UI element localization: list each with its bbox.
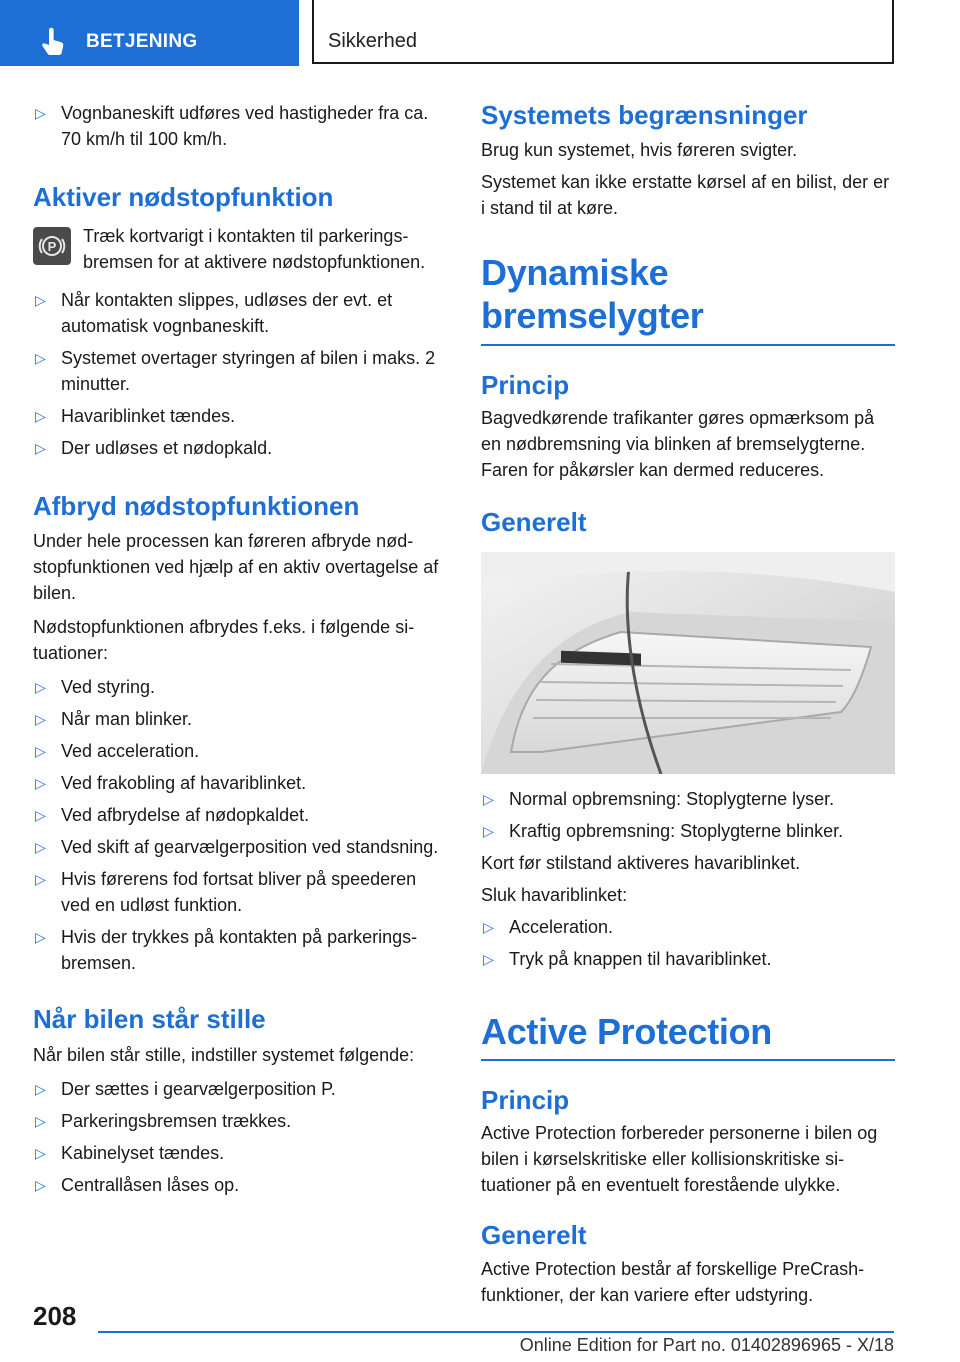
paragraph: Kort før stilstand aktiveres havariblinket. bbox=[481, 852, 801, 873]
chapter-tab[interactable] bbox=[0, 0, 299, 66]
section-tab-label: Sikkerhed bbox=[328, 30, 417, 52]
triangle-bullet-icon: ▷ bbox=[35, 1144, 46, 1161]
list-item: ▷ Hvis førerens fod fortsat bliver på speederen ved en udløst funktion. bbox=[33, 866, 447, 918]
paragraph: Bagvedkørende trafikanter gøres opmærksom på en nødbremsning via blinken af bremselygterne. Faren for påkørsler kan dermed reduceres. bbox=[481, 407, 875, 480]
page-header bbox=[0, 0, 960, 66]
footer-divider bbox=[98, 1331, 894, 1333]
chapter-title-block bbox=[481, 1010, 895, 1061]
list-item: ▷ Centrallåsen låses op. bbox=[33, 1172, 447, 1198]
triangle-bullet-icon: ▷ bbox=[483, 822, 494, 839]
cancel-list bbox=[33, 674, 447, 976]
triangle-bullet-icon: ▷ bbox=[35, 292, 46, 309]
section-tab bbox=[312, 0, 894, 64]
triangle-bullet-icon: ▷ bbox=[35, 440, 46, 457]
list-item: ▷ Når kontakten slippes, udløses der evt. et automatisk vognbaneskift. bbox=[33, 287, 447, 339]
paragraph: Active Protection forbereder personerne i bilen og bilen i kørselskritiske eller kollisionskritiske situationer på en eventuelt forestående ulykke. bbox=[481, 1123, 878, 1196]
list-item: ▷ Parkeringsbremsen trækkes. bbox=[33, 1108, 447, 1134]
intro-list bbox=[33, 100, 447, 152]
triangle-bullet-icon: ▷ bbox=[35, 871, 46, 888]
list-item: ▷ Kabinelyset tændes. bbox=[33, 1140, 447, 1166]
list-item: ▷ Der sættes i gearvælgerposition P. bbox=[33, 1076, 447, 1102]
stopped-list bbox=[33, 1076, 447, 1198]
paragraph: Brug kun systemet, hvis føreren svigter. bbox=[481, 140, 798, 161]
triangle-bullet-icon: ▷ bbox=[35, 1176, 46, 1193]
list-item: ▷ Når man blinker. bbox=[33, 706, 447, 732]
triangle-bullet-icon: ▷ bbox=[35, 807, 46, 824]
list-item: ▷ Ved frakobling af havariblinket. bbox=[33, 770, 447, 796]
section-heading: Generelt bbox=[481, 506, 587, 537]
paragraph: Under hele processen kan føreren afbryde nødstopfunktionen ved hjælp af en aktiv overtagelse af bilen. bbox=[33, 531, 439, 604]
chapter-tab-label: BETJENING bbox=[86, 31, 198, 52]
list-item: ▷ Ved skift af gearvælgerposition ved standsning. bbox=[33, 834, 447, 860]
triangle-bullet-icon: ▷ bbox=[483, 790, 494, 807]
paragraph: Når bilen står stille, indstiller systemet følgende: bbox=[33, 1044, 415, 1065]
triangle-bullet-icon: ▷ bbox=[35, 679, 46, 696]
triangle-bullet-icon: ▷ bbox=[35, 1080, 46, 1097]
paragraph: Systemet kan ikke erstatte kørsel af en bilist, der er i stand til at køre. bbox=[481, 172, 890, 219]
page-footer bbox=[0, 1295, 960, 1362]
brake-list bbox=[481, 786, 895, 844]
parking-brake-icon bbox=[33, 227, 71, 265]
list-item: ▷ Tryk på knappen til havariblinket. bbox=[481, 946, 895, 972]
list-item: ▷ Ved styring. bbox=[33, 674, 447, 700]
list-item: ▷ Havariblinket tændes. bbox=[33, 403, 447, 429]
hand-pointer-icon bbox=[38, 27, 68, 57]
page-number: 208 bbox=[33, 1301, 77, 1331]
left-column bbox=[33, 100, 447, 1198]
triangle-bullet-icon: ▷ bbox=[483, 918, 494, 935]
list-item: ▷ Der udløses et nødopkald. bbox=[33, 435, 447, 461]
triangle-bullet-icon: ▷ bbox=[35, 839, 46, 856]
triangle-bullet-icon: ▷ bbox=[35, 105, 46, 121]
list-item: ▷ Hvis der trykkes på kontakten på parkeringsbremsen. bbox=[33, 924, 447, 976]
list-item: ▷ Normal opbremsning: Stoplygterne lyser. bbox=[481, 786, 895, 812]
triangle-bullet-icon: ▷ bbox=[35, 711, 46, 728]
paragraph: Active Protection består af forskellige PreCrash-funktioner, der kan variere efter udstyring. bbox=[481, 1258, 865, 1305]
triangle-bullet-icon: ▷ bbox=[35, 1112, 46, 1129]
section-heading: Når bilen står stille bbox=[33, 1004, 266, 1035]
chapter-title-block bbox=[481, 251, 895, 345]
triangle-bullet-icon: ▷ bbox=[35, 408, 46, 425]
section-heading: Princip bbox=[481, 1085, 570, 1116]
chapter-title: Active Protection bbox=[481, 1010, 772, 1052]
edition-text: Online Edition for Part no. 01402896965 - X/18 bbox=[519, 1335, 894, 1355]
section-heading: Generelt bbox=[481, 1220, 587, 1251]
paragraph: Nødstopfunktionen afbrydes f.eks. i følgende situationer: bbox=[33, 617, 415, 664]
paragraph: Sluk havariblinket: bbox=[481, 884, 628, 905]
brake-light-illustration bbox=[481, 552, 895, 774]
section-heading: Aktiver nødstopfunktion bbox=[33, 182, 334, 212]
note-block bbox=[33, 223, 447, 275]
triangle-bullet-icon: ▷ bbox=[35, 929, 46, 946]
list-item: ▷ Systemet overtager styringen af bilen i maks. 2 minutter. bbox=[33, 345, 447, 397]
note-text: Træk kortvarigt i kontakten til parkeringsbremsen for at aktivere nødstopfunktionen. bbox=[83, 226, 426, 273]
hazard-off-list bbox=[481, 914, 895, 972]
right-column bbox=[481, 100, 895, 1308]
section-heading: Princip bbox=[481, 369, 570, 400]
list-item: ▷ Ved afbrydelse af nødopkaldet. bbox=[33, 802, 447, 828]
triangle-bullet-icon: ▷ bbox=[35, 743, 46, 760]
chapter-title: Dynamiske bremselygter bbox=[481, 252, 704, 337]
list-item: ▷ Kraftig opbremsning: Stoplygterne blinker. bbox=[481, 818, 895, 844]
list-item: ▷ Acceleration. bbox=[481, 914, 895, 940]
triangle-bullet-icon: ▷ bbox=[35, 350, 46, 367]
list-item: ▷ Ved acceleration. bbox=[33, 738, 447, 764]
list-item: ▷ Vognbaneskift udføres ved hastigheder fra ca. 70 km/h til 100 km/h. bbox=[33, 100, 447, 152]
section-heading: Afbryd nødstopfunktionen bbox=[33, 491, 360, 522]
activate-list bbox=[33, 287, 447, 461]
section-heading: Systemets begrænsninger bbox=[481, 100, 808, 130]
triangle-bullet-icon: ▷ bbox=[35, 775, 46, 792]
svg-text:P: P bbox=[47, 239, 57, 255]
triangle-bullet-icon: ▷ bbox=[483, 950, 494, 967]
